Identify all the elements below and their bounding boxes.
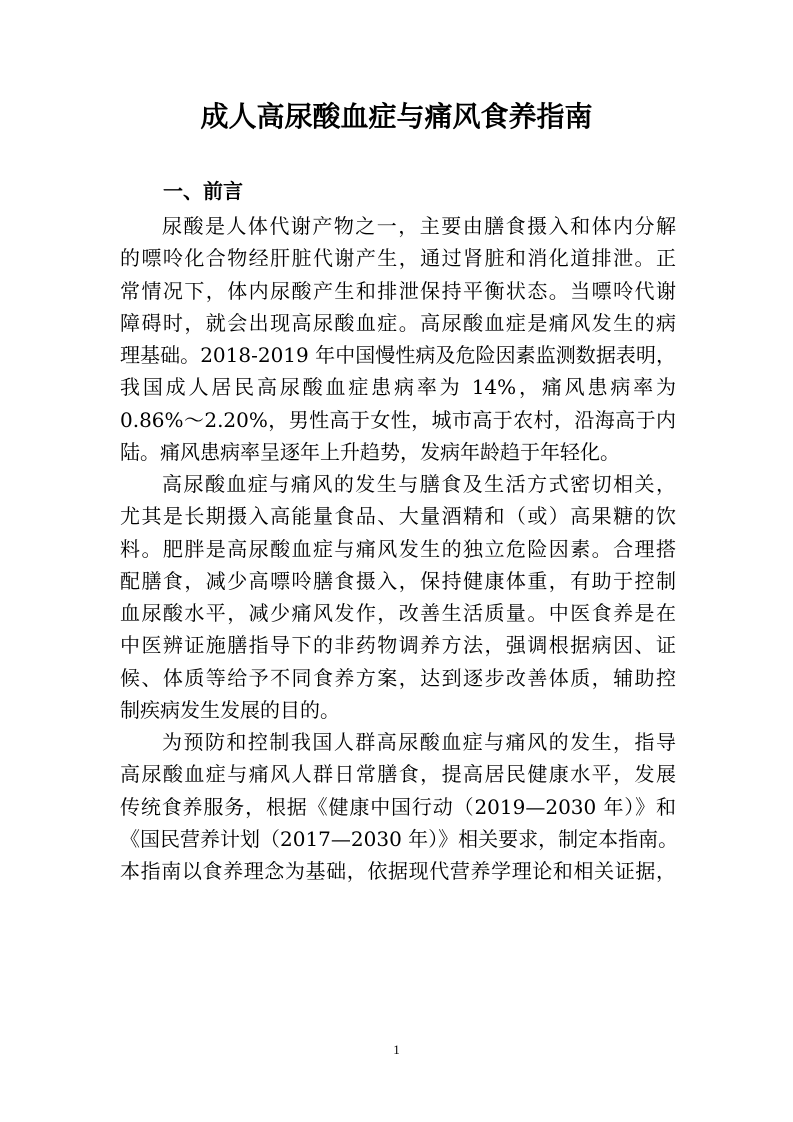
text-line: 料。肥胖是高尿酸血症与痛风发生的独立危险因素。合理搭	[120, 536, 676, 561]
text-line: 高尿酸血症与痛风人群日常膳食，提高居民健康水平，发展	[120, 762, 676, 787]
text-line: 为预防和控制我国人群高尿酸血症与痛风的发生，指导	[162, 730, 676, 754]
text-line: 障碍时，就会出现高尿酸血症。高尿酸血症是痛风发生的病	[120, 310, 676, 335]
text-line: 尤其是长期摄入高能量食品、大量酒精和（或）高果糖的饮	[120, 504, 676, 529]
body-text	[120, 210, 679, 887]
text-line: 《国民营养计划（2017—2030 年）》相关要求，制定本指南。	[120, 826, 679, 851]
text-line: 传统食养服务，根据《健康中国行动（2019—2030 年）》和	[120, 794, 676, 819]
paragraph-1	[120, 210, 676, 468]
page-number: 1	[393, 1042, 400, 1057]
text-line: 尿酸是人体代谢产物之一，主要由膳食摄入和体内分解	[162, 214, 676, 238]
text-line: 的嘌呤化合物经肝脏代谢产生，通过肾脏和消化道排泄。正	[120, 246, 676, 271]
text-line: 常情况下，体内尿酸产生和排泄保持平衡状态。当嘌呤代谢	[120, 278, 676, 303]
text-line: 血尿酸水平，减少痛风发作，改善生活质量。中医食养是在	[120, 601, 676, 625]
text-line: 制疾病发生发展的目的。	[120, 697, 340, 722]
text-line: 中医辨证施膳指导下的非药物调养方法，强调根据病因、证	[120, 633, 676, 658]
text-line: 候、体质等给予不同食养方案，达到逐步改善体质，辅助控	[120, 665, 676, 690]
paragraph-2	[120, 468, 676, 726]
section-heading: 一、前言	[163, 179, 243, 203]
text-line: 我国成人居民高尿酸血症患病率为 14%，痛风患病率为	[120, 375, 676, 400]
text-line: 0.86%～2.20%，男性高于女性，城市高于农村，沿海高于内	[120, 407, 676, 432]
text-line: 高尿酸血症与痛风的发生与膳食及生活方式密切相关，	[162, 472, 676, 496]
text-line: 本指南以食养理念为基础，依据现代营养学理论和相关证据，	[120, 859, 676, 883]
text-line: 陆。痛风患病率呈逐年上升趋势，发病年龄趋于年轻化。	[120, 439, 620, 464]
paragraph-3	[120, 726, 679, 887]
text-line: 理基础。2018-2019 年中国慢性病及危险因素监测数据表明，	[120, 343, 676, 367]
document-title: 成人高尿酸血症与痛风食养指南	[200, 100, 593, 133]
text-line: 配膳食，减少高嘌呤膳食摄入，保持健康体重，有助于控制	[120, 568, 676, 593]
